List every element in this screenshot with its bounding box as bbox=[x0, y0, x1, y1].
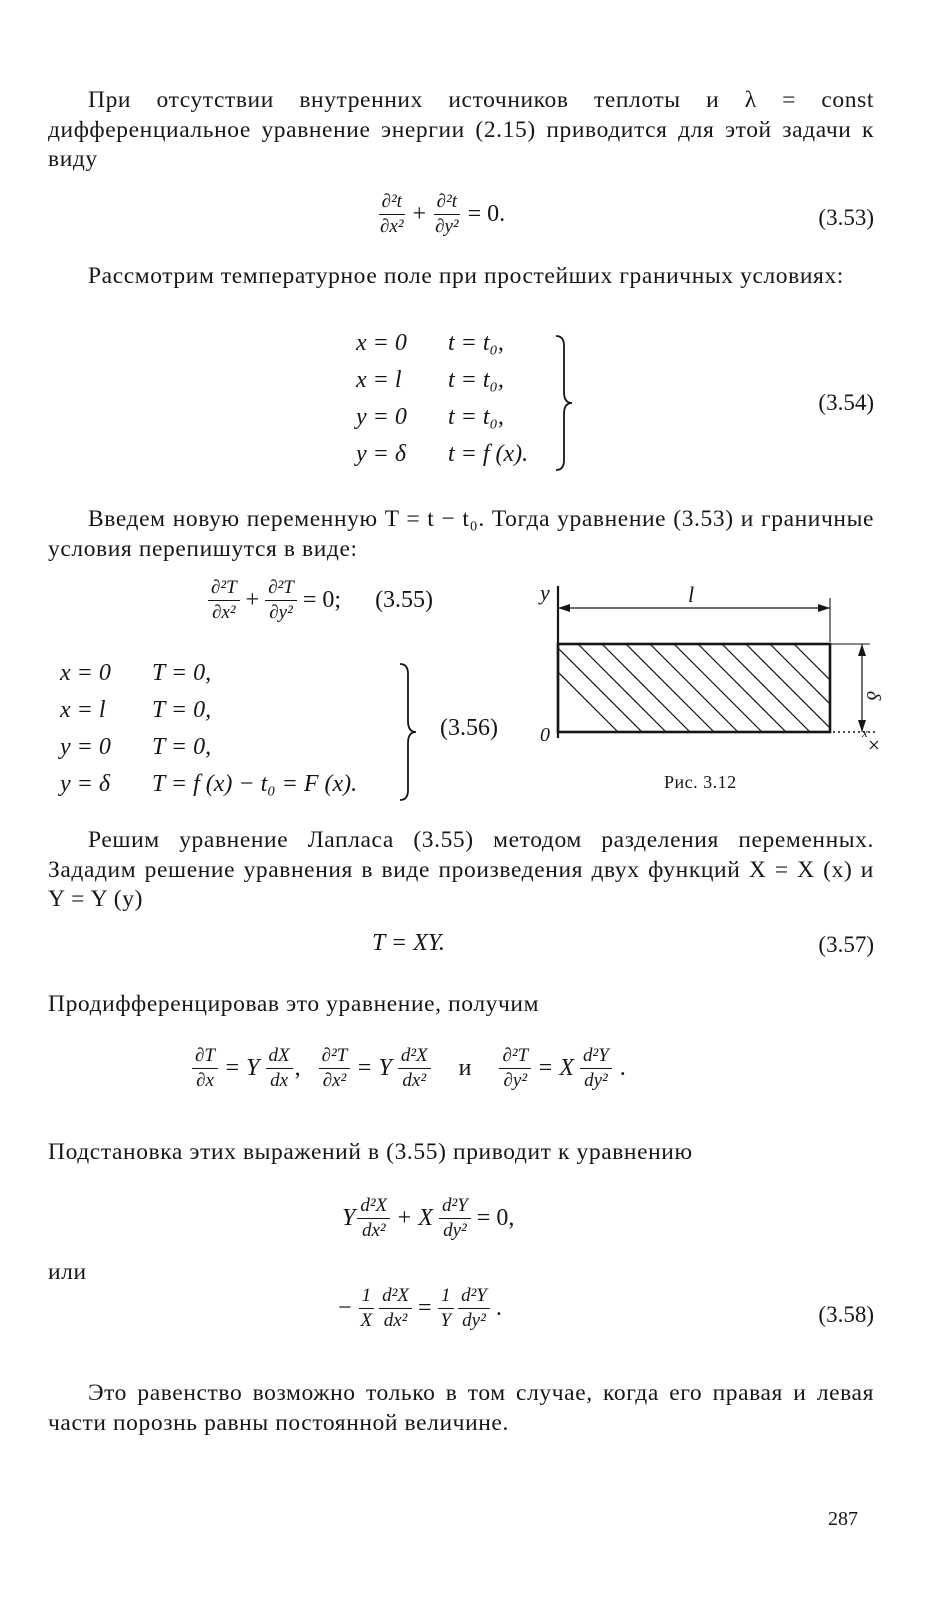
paragraph-differentiate: Продифференцировав это уравнение, получим bbox=[48, 991, 540, 1017]
equation-number: (3.56) bbox=[440, 715, 498, 741]
fraction: $\frac{\text{∂²t}}{\text{∂x²}}$ bbox=[380, 191, 404, 237]
equation-number: (3.55) bbox=[375, 586, 434, 613]
fraction: $\frac{dX}{dx}$ bbox=[266, 1046, 293, 1091]
equation-3-53: $\frac{\text{∂²t}}{\text{∂x²}}$ + $\frac{\text{∂²t}}{\text{∂y²}}$ = 0. bbox=[375, 192, 509, 237]
right-brace bbox=[396, 662, 422, 802]
fraction: $\frac{\text{∂²T}}{\text{∂y²}}$ bbox=[499, 1046, 531, 1091]
fraction: $\frac{\text{d²X}}{\text{dx²}}$ bbox=[357, 1196, 390, 1241]
book-page: При отсутствии внутренних источников теплоты и λ = const дифференциальное уравнение энергии (2.15) приводится для этой задачи к виду $\frac{\text{∂²t}}{\text{∂x²}}$ + $\frac{\text{∂²t}}{\text{∂y²}}$ = 0. (3.53) Рассмотрим температурное поле при простейших граничных условиях: x = 0 t = t₀, x = l t = t₀, y = 0 t = t₀, y = δ t = f (x). (3.54) Введем новую переменную T = t − t₀. Тогда уравнение (3.53) и граничные условия перепишутся в виде: $\frac{\text{∂²T}}{\text{∂x²}}$ + $\frac{\text{∂²T}}{\text{∂y²}}$ = 0; (3.55) x = 0 T = 0, x = l T = 0, y = 0 T = 0, y = δ T = f (x) − t₀ = F (x). (3.56) y l δ 0 x Рис. 3.12 Решим уравнение Лапласа (3.55) методом разделения переменных. Зададим решение уравнения в виде произведения двух функций X = X (x) и Y = Y (y) T = XY. (3.57) Продифференцировав это уравнение, получим $\frac{\partial T}{\partial x}$ = Y $\frac{dX}{dx}$ , $\frac{\text{∂²T}}{\text{∂x²}}$ = Y $\frac{\text{d²X}}{\text{dx²}}$ и $\frac{\text{∂²T}}{\text{∂y²}}$ = X $\frac{\text{d²Y}}{\text{dy²}}$ . Подстановка этих выражений в (3.55) приводит к уравнению Y $\frac{\text{d²X}}{\text{dx²}}$ + X $\frac{\text{d²Y}}{\text{dy²}}$ = 0, или − $\frac{1}{X}$ $\frac{\text{d²X}}{\text{dx²}}$ = $\frac{1}{Y}$ $\frac{\text{d²Y}}{\text{dy²}}$ . (3.58) Это равенство возможно только в том случае, когда его правая и левая части порознь равны постоянной величине. 287 bbox=[0, 0, 942, 1601]
equation-number: (3.53) bbox=[818, 205, 874, 230]
plate-diagram bbox=[530, 578, 890, 760]
fraction: $\frac{\text{d²Y}}{\text{dy²}}$ bbox=[458, 1286, 490, 1331]
axis-label-y: y bbox=[540, 580, 550, 605]
equation-derivatives: $\frac{\partial T}{\partial x}$ = Y $\frac{dX}{dx}$ , $\frac{\text{∂²T}}{\text{∂x²}}$ = Y $\frac{\text{d²X}}{\text{dx²}}$ и $\frac{\text{∂²T}}{\text{∂y²}}$ = X $\frac{\text{d²Y}}{\text{dy²}}$ . bbox=[190, 1046, 626, 1091]
origin-label: 0 bbox=[540, 724, 550, 746]
paragraph-intro: При отсутствии внутренних источников теплоты и λ = const дифференциальное уравнение энергии (2.15) приводится для этой задачи к виду bbox=[48, 87, 874, 172]
fraction: $\frac{\text{∂²T}}{\text{∂x²}}$ bbox=[208, 578, 240, 623]
equation-substituted: Y $\frac{\text{d²X}}{\text{dx²}}$ + X $\frac{\text{d²Y}}{\text{dy²}}$ = 0, bbox=[342, 1195, 515, 1241]
equation-number: (3.57) bbox=[818, 932, 874, 957]
paragraph-boundary: Рассмотрим температурное поле при простейших граничных условиях: bbox=[88, 263, 844, 289]
fraction: $\frac{\text{d²Y}}{\text{dy²}}$ bbox=[580, 1046, 612, 1091]
paragraph-laplace: Решим уравнение Лапласа (3.55) методом разделения переменных. Зададим решение уравнения в виде произведения двух функций X = X (x) и Y = Y (y) bbox=[48, 827, 874, 912]
fraction: $\frac{\text{∂²T}}{\text{∂x²}}$ bbox=[319, 1046, 351, 1091]
paragraph-substitution: Подстановка этих выражений в (3.55) приводит к уравнению bbox=[48, 1139, 693, 1165]
page-number: 287 bbox=[828, 1508, 858, 1530]
figure-caption: Рис. 3.12 bbox=[664, 772, 737, 792]
equation-number: (3.58) bbox=[818, 1302, 874, 1327]
axis-label-x: x bbox=[862, 725, 868, 740]
paragraph-or: или bbox=[48, 1259, 87, 1285]
equation-number: (3.54) bbox=[818, 390, 874, 415]
equation-3-58: − $\frac{1}{X}$ $\frac{\text{d²X}}{\text{dx²}}$ = $\frac{1}{Y}$ $\frac{\text{d²Y}}{\text{dy²}}$ . bbox=[338, 1285, 502, 1331]
fraction: $\frac{\text{∂²t}}{\text{∂y²}}$ bbox=[435, 191, 459, 237]
paragraph-conclusion: Это равенство возможно только в том случае, когда его правая и левая части порознь равны постоянной величине. bbox=[48, 1380, 874, 1436]
fraction: $\frac{\partial T}{\partial x}$ bbox=[192, 1046, 218, 1091]
fraction: $\frac{\text{d²X}}{\text{dx²}}$ bbox=[379, 1286, 412, 1331]
dimension-label-delta: δ bbox=[862, 690, 885, 701]
fraction: $\frac{1}{X}$ bbox=[360, 1285, 373, 1331]
fraction: $\frac{\text{d²X}}{\text{dx²}}$ bbox=[398, 1046, 431, 1091]
equation-3-55: $\frac{\text{∂²T}}{\text{∂x²}}$ + $\frac{\text{∂²T}}{\text{∂y²}}$ = 0; (3.55) bbox=[206, 578, 433, 623]
equation-3-57: T = XY. bbox=[372, 930, 445, 956]
fraction: $\frac{1}{Y}$ bbox=[438, 1286, 455, 1331]
right-brace bbox=[552, 334, 578, 472]
fraction: $\frac{\text{∂²T}}{\text{∂y²}}$ bbox=[265, 578, 297, 623]
dimension-label-l: l bbox=[688, 582, 695, 607]
fraction: $\frac{\text{d²Y}}{\text{dy²}}$ bbox=[439, 1196, 471, 1241]
paragraph-new-variable: Введем новую переменную T = t − t₀. Тогда уравнение (3.53) и граничные условия перепишутся в виде: bbox=[48, 506, 874, 562]
